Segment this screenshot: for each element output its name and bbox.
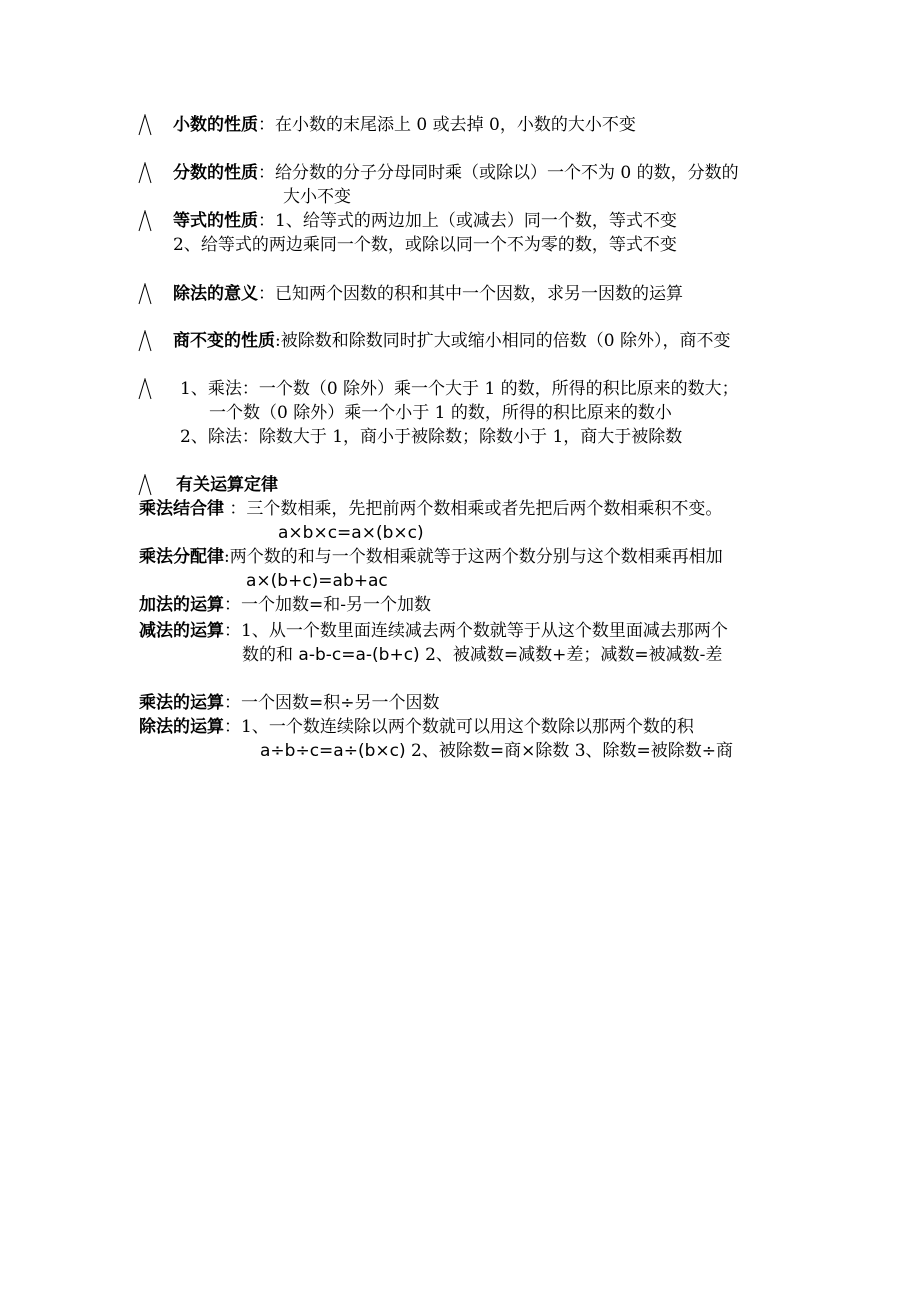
subtraction-operation <box>139 620 728 642</box>
subtraction-operation-rest: 2、被减数=减数+差；减数=被减数-差 <box>419 645 723 665</box>
fraction-property <box>173 162 739 184</box>
associative-law-formula: a×b×c=a×(b×c) <box>278 523 424 543</box>
triangle-bullet-icon <box>138 474 152 496</box>
fraction-property-continued: 大小不变 <box>283 187 351 207</box>
division-meaning <box>173 283 683 305</box>
triangle-bullet-icon <box>138 283 152 305</box>
associative-law-title: 乘法结合律 <box>139 499 224 519</box>
associative-law <box>139 498 722 520</box>
multiplication-rule: 1、乘法：一个数（0 除外）乘一个大于 1 的数，所得的积比原来的数大； <box>180 379 739 399</box>
equation-property-title: 等式的性质 <box>173 211 258 231</box>
division-operation-rest: 2、被除数=商×除数 3、除数=被除数÷商 <box>405 741 734 761</box>
subtraction-operation-body: ：1、从一个数里面连续减去两个数就等于从这个数里面减去那两个 <box>224 621 728 641</box>
division-formula: a÷b÷c=a÷(b×c) <box>260 741 406 761</box>
multiplication-operation-body: ：一个因数=积÷另一个因数 <box>224 693 440 713</box>
triangle-bullet-icon <box>138 114 152 136</box>
multiplication-rule-continued: 一个数（0 除外）乘一个小于 1 的数，所得的积比原来的数小 <box>209 403 672 423</box>
division-operation <box>139 716 694 738</box>
addition-operation <box>139 594 431 616</box>
division-operation-body: ：1、一个数连续除以两个数就可以用这个数除以那两个数的积 <box>224 717 694 737</box>
triangle-bullet-icon <box>138 378 152 400</box>
decimal-property <box>173 114 636 136</box>
quotient-property-title: 商不变的性质 <box>173 331 275 351</box>
quotient-property <box>173 330 730 352</box>
distributive-law-body: :两个数的和与一个数相乘就等于这两个数分别与这个数相乘再相加 <box>224 547 723 567</box>
operation-laws-heading: 有关运算定律 <box>176 475 278 495</box>
subtraction-formula: a-b-c=a-(b+c) <box>298 645 420 665</box>
quotient-property-body: :被除数和除数同时扩大或缩小相同的倍数（0 除外），商不变 <box>275 331 731 351</box>
fraction-property-body: ：给分数的分子分母同时乘（或除以）一个不为 0 的数，分数的 <box>258 163 739 183</box>
distributive-law-formula: a×(b+c)=ab+ac <box>246 571 388 591</box>
triangle-bullet-icon <box>138 330 152 352</box>
division-rule: 2、除法：除数大于 1，商小于被除数；除数小于 1，商大于被除数 <box>180 427 683 447</box>
subtraction-operation-title: 减法的运算 <box>139 621 224 641</box>
multiplication-operation <box>139 692 440 714</box>
addition-operation-body: ：一个加数=和-另一个加数 <box>224 595 431 615</box>
distributive-law-title: 乘法分配律 <box>139 547 224 567</box>
triangle-bullet-icon <box>138 162 152 184</box>
equation-property <box>173 210 677 232</box>
triangle-bullet-icon <box>138 210 152 232</box>
distributive-law <box>139 546 723 568</box>
multiplication-operation-title: 乘法的运算 <box>139 693 224 713</box>
subtraction-operation-lead: 数的和 <box>242 645 299 665</box>
subtraction-operation-continued <box>242 644 722 666</box>
equation-property-item-2: 2、给等式的两边乘同一个数，或除以同一个不为零的数，等式不变 <box>173 235 677 255</box>
associative-law-body: ：三个数相乘，先把前两个数相乘或者先把后两个数相乘积不变。 <box>224 499 723 519</box>
division-operation-continued <box>260 740 733 762</box>
fraction-property-title: 分数的性质 <box>173 163 258 183</box>
division-meaning-title: 除法的意义 <box>173 284 258 304</box>
decimal-property-body: ：在小数的末尾添上 0 或去掉 0，小数的大小不变 <box>258 115 636 135</box>
division-meaning-body: ：已知两个因数的积和其中一个因数，求另一因数的运算 <box>258 284 683 304</box>
decimal-property-title: 小数的性质 <box>173 115 258 135</box>
division-operation-title: 除法的运算 <box>139 717 224 737</box>
addition-operation-title: 加法的运算 <box>139 595 224 615</box>
equation-property-body: ：1、给等式的两边加上（或减去）同一个数，等式不变 <box>258 211 677 231</box>
